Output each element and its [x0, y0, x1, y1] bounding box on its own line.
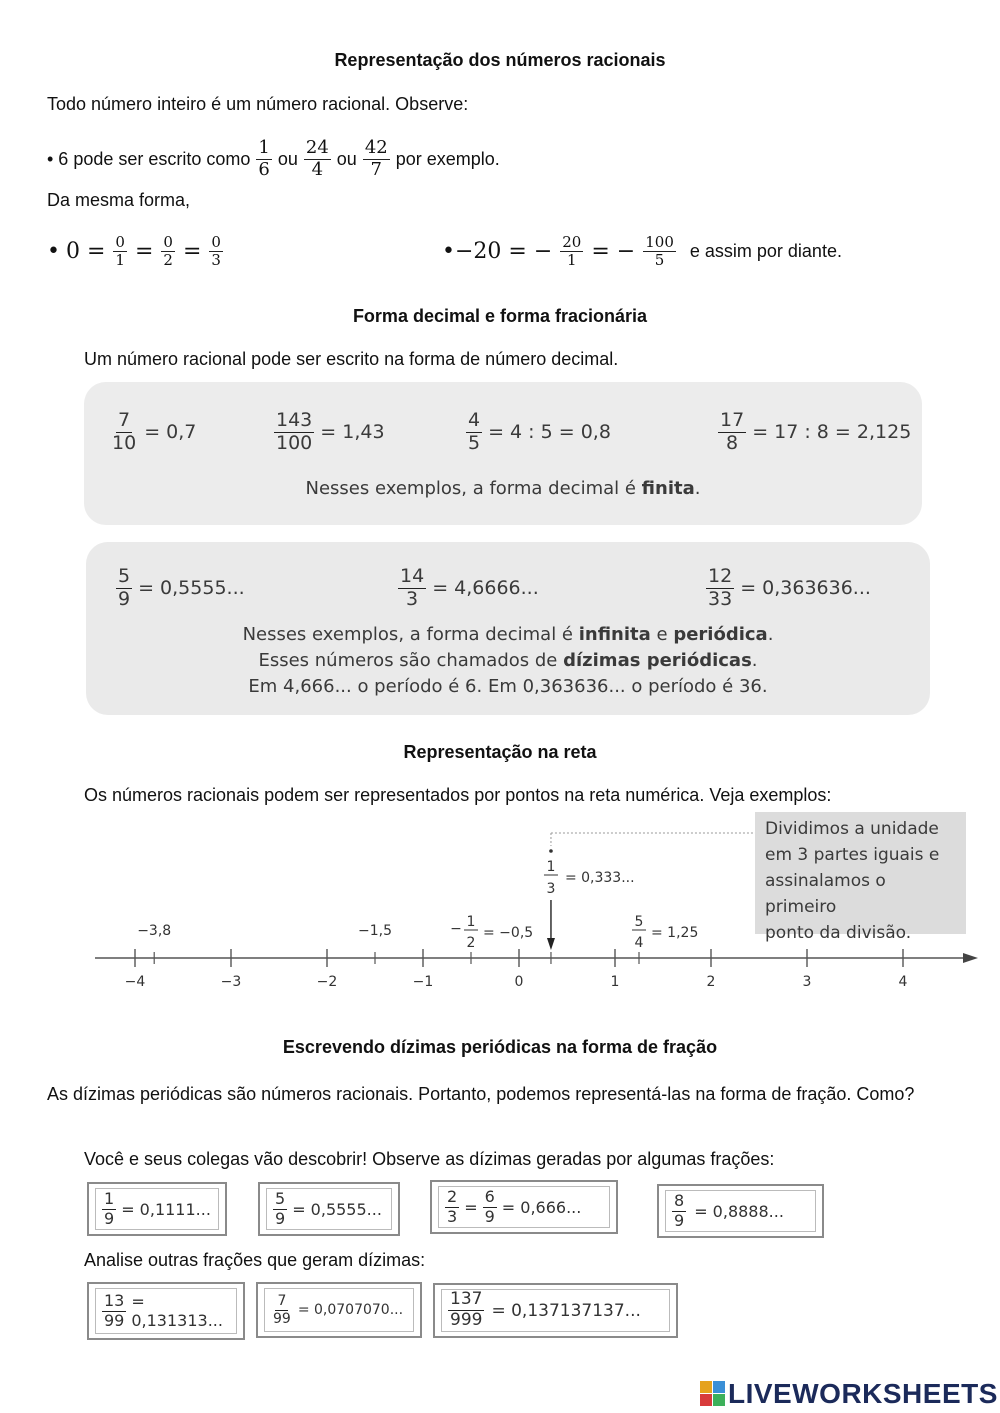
note-line: ponto da divisão.	[765, 923, 912, 943]
tick-label: 2	[706, 974, 716, 990]
axis-arrow	[963, 953, 978, 963]
tick-label: −3	[220, 974, 242, 990]
tick-label: −2	[316, 974, 338, 990]
infinite-example	[704, 566, 871, 611]
finite-example	[108, 410, 196, 455]
section-title: Escrevendo dízimas periódicas na forma de fração	[282, 1037, 718, 1057]
fraction: $\frac{8}{9}$	[674, 1191, 685, 1230]
section-intro: Um número racional pode ser escrito na forma de número decimal.	[84, 349, 619, 369]
fraction: $\frac{2}{3}$	[447, 1187, 458, 1226]
logo-icon	[700, 1381, 726, 1407]
fraction: $\frac{100}{5}$	[645, 233, 674, 270]
section-title: Representação na reta	[403, 742, 597, 762]
ex1-suffix: por exemplo.	[395, 148, 500, 169]
note-line: assinalamos o primeiro	[765, 871, 886, 917]
page-title: Representação dos números racionais	[334, 50, 666, 70]
neg-lhs: •−20 = −	[442, 239, 553, 265]
infinite-example	[114, 566, 245, 611]
fraction-box	[256, 1282, 422, 1338]
value: = 17 : 8 = 2,125	[752, 421, 912, 444]
finite-example	[272, 410, 385, 455]
zero-equation	[47, 234, 225, 270]
point-label: −1,5	[358, 923, 392, 939]
point-label: −3,8	[137, 923, 172, 939]
fraction: $\frac{143}{100}$	[276, 409, 313, 454]
point-denominator: 4	[634, 935, 644, 951]
value: = 4,6666...	[432, 577, 539, 600]
fraction: $\frac{17}{8}$	[720, 409, 745, 454]
point-numerator: 5	[634, 914, 644, 930]
fraction: $\frac{137}{999}$	[450, 1289, 483, 1330]
intro-text: Todo número inteiro é um número racional. Observe:	[47, 94, 469, 114]
fraction: $\frac{1}{9}$	[104, 1189, 115, 1228]
fraction: $\frac{0}{2}$	[163, 233, 173, 270]
point-sign: −	[450, 921, 462, 937]
value: = 0,363636...	[740, 577, 871, 600]
caption-line: Em 4,666... o período é 6. Em 0,363636... o período é 36.	[248, 676, 768, 697]
ou-text: ou	[336, 148, 357, 169]
liveworksheets-logo	[700, 1378, 998, 1410]
value: = 0,7	[144, 421, 197, 444]
finite-decimal-box	[84, 382, 922, 525]
fraction: $\frac{6}{9}$	[484, 1187, 495, 1226]
caption-line: Esses números são chamados de dízimas periódicas.	[258, 650, 758, 671]
fraction: $\frac{7}{99}$	[273, 1293, 291, 1327]
note-line: Dividimos a unidade	[765, 819, 939, 839]
value: = 0,1111...	[121, 1199, 211, 1219]
infinite-example	[396, 566, 539, 611]
equals: =	[134, 239, 154, 265]
value: = 0,5555...	[292, 1199, 382, 1219]
fraction: $\frac{5}{9}$	[118, 565, 131, 610]
tick-label: 4	[898, 974, 908, 990]
fraction: $\frac{20}{1}$	[562, 233, 582, 270]
value: = 0,8888...	[694, 1201, 784, 1221]
finite-caption	[84, 478, 922, 499]
tick-label: −1	[412, 974, 434, 990]
note-line: em 3 partes iguais e	[765, 845, 940, 865]
infinite-caption	[86, 622, 930, 700]
pointer-arrow-head	[547, 938, 555, 950]
same-text: Da mesma forma,	[47, 190, 191, 210]
point-label: = 1,25	[651, 925, 699, 941]
section-paragraph: Você e seus colegas vão descobrir! Observe as dízimas geradas por algumas frações:	[84, 1149, 775, 1169]
caption-line: Nesses exemplos, a forma decimal é infinita e periódica.	[242, 624, 774, 645]
point-denominator: 3	[546, 881, 556, 897]
fraction: $\frac{5}{9}$	[275, 1189, 286, 1228]
fraction-box	[258, 1182, 400, 1236]
caption-text: .	[694, 478, 701, 499]
fraction: $\frac{13}{99}$	[104, 1291, 125, 1330]
fraction-box	[87, 1182, 227, 1236]
fraction: $\frac{0}{3}$	[211, 233, 221, 270]
number-line	[0, 800, 1000, 1000]
fraction: $\frac{24}{4}$	[305, 137, 329, 180]
value: = 1,43	[320, 421, 385, 444]
fraction: $\frac{12}{33}$	[708, 565, 733, 610]
fraction: $\frac{42}{7}$	[364, 137, 388, 180]
fraction-box	[433, 1283, 678, 1338]
value: = 0,131313...	[131, 1292, 223, 1330]
section-paragraph: Analise outras frações que geram dízimas:	[84, 1250, 426, 1270]
example-six	[47, 138, 500, 180]
caption-text: Nesses exemplos, a forma decimal é	[305, 478, 642, 499]
section-intro: Os números racionais podem ser representados por pontos na reta numérica. Veja exemplos:	[84, 785, 832, 805]
fraction-box	[657, 1184, 824, 1238]
equals: =	[464, 1197, 478, 1217]
zero-lhs: 0 =	[65, 239, 106, 265]
fraction: $\frac{7}{10}$	[112, 409, 137, 454]
section-paragraph: As dízimas periódicas são números racionais. Portanto, podemos representá-las na forma de fração. Como?	[47, 1084, 915, 1104]
point-label: = −0,5	[483, 925, 534, 941]
neg-suffix: e assim por diante.	[689, 241, 842, 262]
point-numerator: 1	[546, 859, 556, 875]
leader-dot	[549, 849, 553, 853]
finite-example	[716, 410, 911, 455]
equals: =	[182, 239, 202, 265]
tick-label: −4	[124, 974, 146, 990]
fraction: $\frac{0}{1}$	[115, 233, 125, 270]
fraction-box	[87, 1282, 245, 1340]
value: = 0,137137137...	[491, 1300, 641, 1321]
section-title: Forma decimal e forma fracionária	[352, 306, 648, 326]
fraction: $\frac{14}{3}$	[400, 565, 425, 610]
equals: = −	[591, 239, 636, 265]
caption-bold: finita	[641, 478, 695, 499]
bullet: •	[47, 239, 60, 265]
tick-label: 0	[514, 974, 524, 990]
logo-text: LIVEWORKSHEETS	[728, 1378, 998, 1409]
point-denominator: 2	[466, 935, 476, 951]
tick-label: 1	[610, 974, 620, 990]
neg-equation	[442, 234, 842, 270]
fraction: $\frac{1}{6}$	[258, 137, 270, 180]
point-numerator: 1	[466, 914, 476, 930]
value: = 0,5555...	[138, 577, 245, 600]
ou-text: ou	[277, 148, 298, 169]
fraction: $\frac{4}{5}$	[468, 409, 481, 454]
finite-example	[464, 410, 611, 455]
value: = 0,666...	[501, 1197, 582, 1217]
ex1-prefix: • 6 pode ser escrito como	[47, 148, 251, 169]
value: = 0,0707070...	[297, 1302, 404, 1318]
tick-label: 3	[802, 974, 812, 990]
fraction-box	[430, 1180, 618, 1234]
value: = 4 : 5 = 0,8	[488, 421, 611, 444]
point-label: = 0,333...	[564, 870, 635, 886]
infinite-decimal-box	[86, 542, 930, 715]
